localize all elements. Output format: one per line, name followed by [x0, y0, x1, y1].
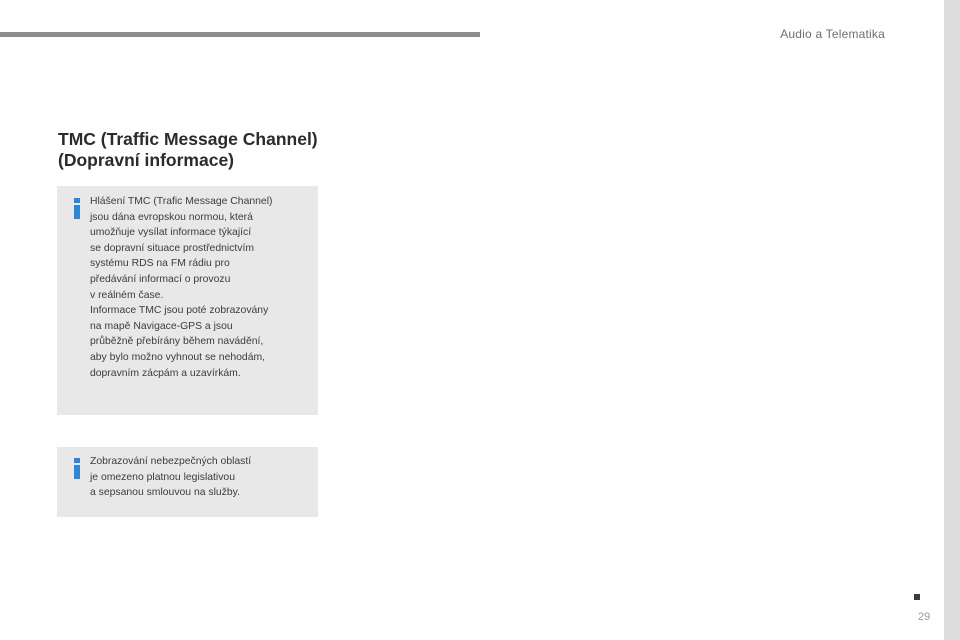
section-title: Audio a Telematika: [780, 27, 885, 41]
header-rule: [0, 32, 480, 37]
page-number: 29: [918, 611, 931, 623]
page-edge-strip: [944, 0, 960, 640]
page-marker: [914, 594, 920, 600]
info-icon: [73, 198, 81, 219]
info-icon: [73, 458, 81, 479]
note-text: [90, 194, 312, 381]
info-note-danger-zones: [57, 447, 318, 517]
info-note-tmc: [57, 186, 318, 415]
page-title: TMC (Traffic Message Channel) (Dopravní informace): [58, 129, 318, 170]
note-paragraph: Zobrazování nebezpečných oblastí je omezeno platnou legislativou a sepsanou smlouvou na služby.: [90, 456, 252, 499]
note-text: [90, 454, 312, 501]
note-paragraph: Hlášení TMC (Trafic Message Channel) jsou dána evropskou normou, která umožňuje vysílat informace týkající se dopravní situace prostřednictvím systému RDS na FM rádiu pro předávání informací o provozu v reálném čase. Informace TMC jsou poté zobrazovány na mapě Navigace-GPS a jsou průběžně přebírány během navádění, aby bylo možno vyhnout se nehodám, dopravním zácpám a uzavírkám.: [90, 196, 273, 379]
